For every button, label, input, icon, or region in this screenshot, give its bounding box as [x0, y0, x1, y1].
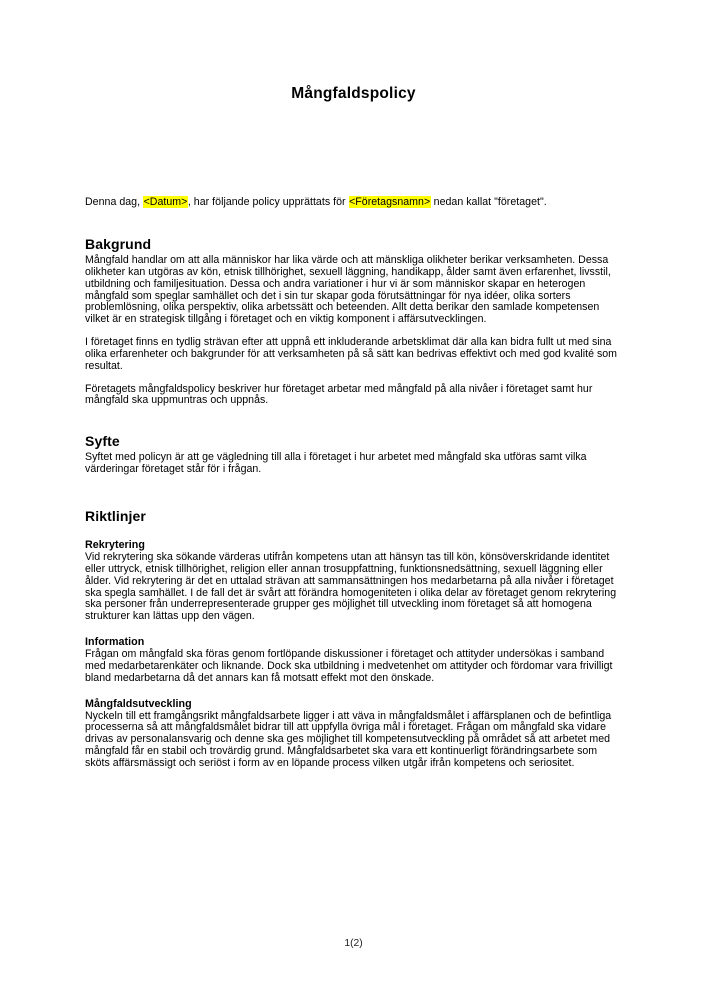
section-heading-riktlinjer: Riktlinjer — [85, 507, 146, 524]
section-paragraph: Syftet med policyn är att ge vägledning till alla i företaget i hur arbetet med mångfald ska utföras samt vilka värderingar företaget står för i frågan. — [85, 451, 587, 476]
page-number-footer: 1(2) — [344, 938, 363, 949]
subsection-paragraph: Nyckeln till ett framgångsrikt mångfaldsarbete ligger i att väva in mångfaldsmålet i affärsplanen och de befintliga processerna så att mångfaldsmålet bidrar till att uppfylla övriga mål i företaget. Frågan om mångfald ska vidare drivas av personalansvarig och denne ska ges möjlighet till kompetensutveckling på området så att arbetet med mångfald får en stabil och trovärdig grund. Mångfaldsarbetet ska vara ett kontinuerligt förändringsarbete som sköts affärsmässigt och seriöst i form av en löpande process vilken utgår ifrån kompetens och seriositet. — [85, 709, 612, 769]
subsection-paragraph: Vid rekrytering ska sökande värderas utifrån kompetens utan att hänsyn tas till kön, könsöverskridande identitet eller uttryck, etnisk tillhörighet, religion eller annan trosuppfattning, funktionsnedsättning, sexuell läggning eller ålder. Vid rekrytering är det en uttalad strävan att sammansättningen hos medarbetarna på alla nivåer i företaget ska spegla samhället. I de fall det är svårt att förändra homogeniteten i olika delar av företaget genom rekrytering ska personer från underrepresenterade grupper ges möjlighet till utveckling inom företaget så att homogena strukturer kan lättas upp den vägen. — [85, 550, 617, 623]
spacer — [85, 373, 622, 384]
intro-before-date: Denna dag, — [85, 195, 144, 208]
section-heading-bakgrund: Bakgrund — [85, 236, 152, 252]
subsection-heading-information: Information — [85, 636, 145, 649]
section-heading-syfte: Syfte — [85, 433, 120, 450]
section-paragraph: Företagets mångfaldspolicy beskriver hur företaget arbetar med mångfald på alla nivåer i företaget samt hur mångfald ska uppmuntras och uppnås. — [85, 382, 593, 407]
spacer — [85, 623, 622, 636]
spacer — [85, 208, 622, 237]
section-paragraph: I företaget finns en tydlig strävan efter att uppnå ett inkluderande arbetsklimat där alla kan bidra fullt ut med sina olika erfarenheter och bakgrunder för att verksamheten på så sätt kan bedrivas effektivt och med god kvalité som resultat. — [85, 336, 618, 372]
intro-paragraph — [85, 104, 622, 208]
page-title: Mångfaldspolicy — [291, 85, 416, 102]
intro-after-company: nedan kallat "företaget". — [430, 195, 547, 208]
document-content — [85, 0, 622, 770]
subsection-heading-rekrytering: Rekrytering — [85, 538, 145, 551]
section-paragraph: Mångfald handlar om att alla människor har lika värde och att mänskliga olikheter berikar verksamheten. Dessa olikheter kan utgöras av kön, etnisk tillhörighet, sexuell läggning, handikapp, ålder samt även erfarenhet, livsstil, utbildning och familjesituation. Dessa och andra variationer i hur vi är som människor skapar en heterogen mångfald som speglar samhället och det i sin tur skapar goda förutsättningar för nya idéer, olika sorters problemlösning, olika perspektiv, olika arbetssätt och beteenden. Allt detta berikar den samlade kompetensen vilket är en strategisk tillgång i företaget och en viktig komponent i affärsutvecklingen. — [85, 254, 611, 326]
company-name-placeholder: <Företagsnamn> — [349, 195, 431, 208]
intro-between: , har följande policy upprättats för — [187, 195, 349, 208]
subsection-paragraph: Frågan om mångfald ska föras genom fortlöpande diskussioner i företaget och attityder undersökas i samband med medarbetarenkäter och liknande. Dock ska utbildning i medvetenhet om attityder och fördomar vara frivilligt bland medarbetarna då det annars kan få motsatt effekt mot den önskade. — [85, 648, 613, 684]
date-placeholder: <Datum> — [143, 195, 188, 208]
spacer — [85, 407, 622, 434]
spacer — [85, 524, 622, 539]
spacer — [85, 685, 622, 698]
spacer — [85, 476, 622, 509]
subsection-heading-mangfaldsutveckling: Mångfaldsutveckling — [85, 697, 192, 710]
